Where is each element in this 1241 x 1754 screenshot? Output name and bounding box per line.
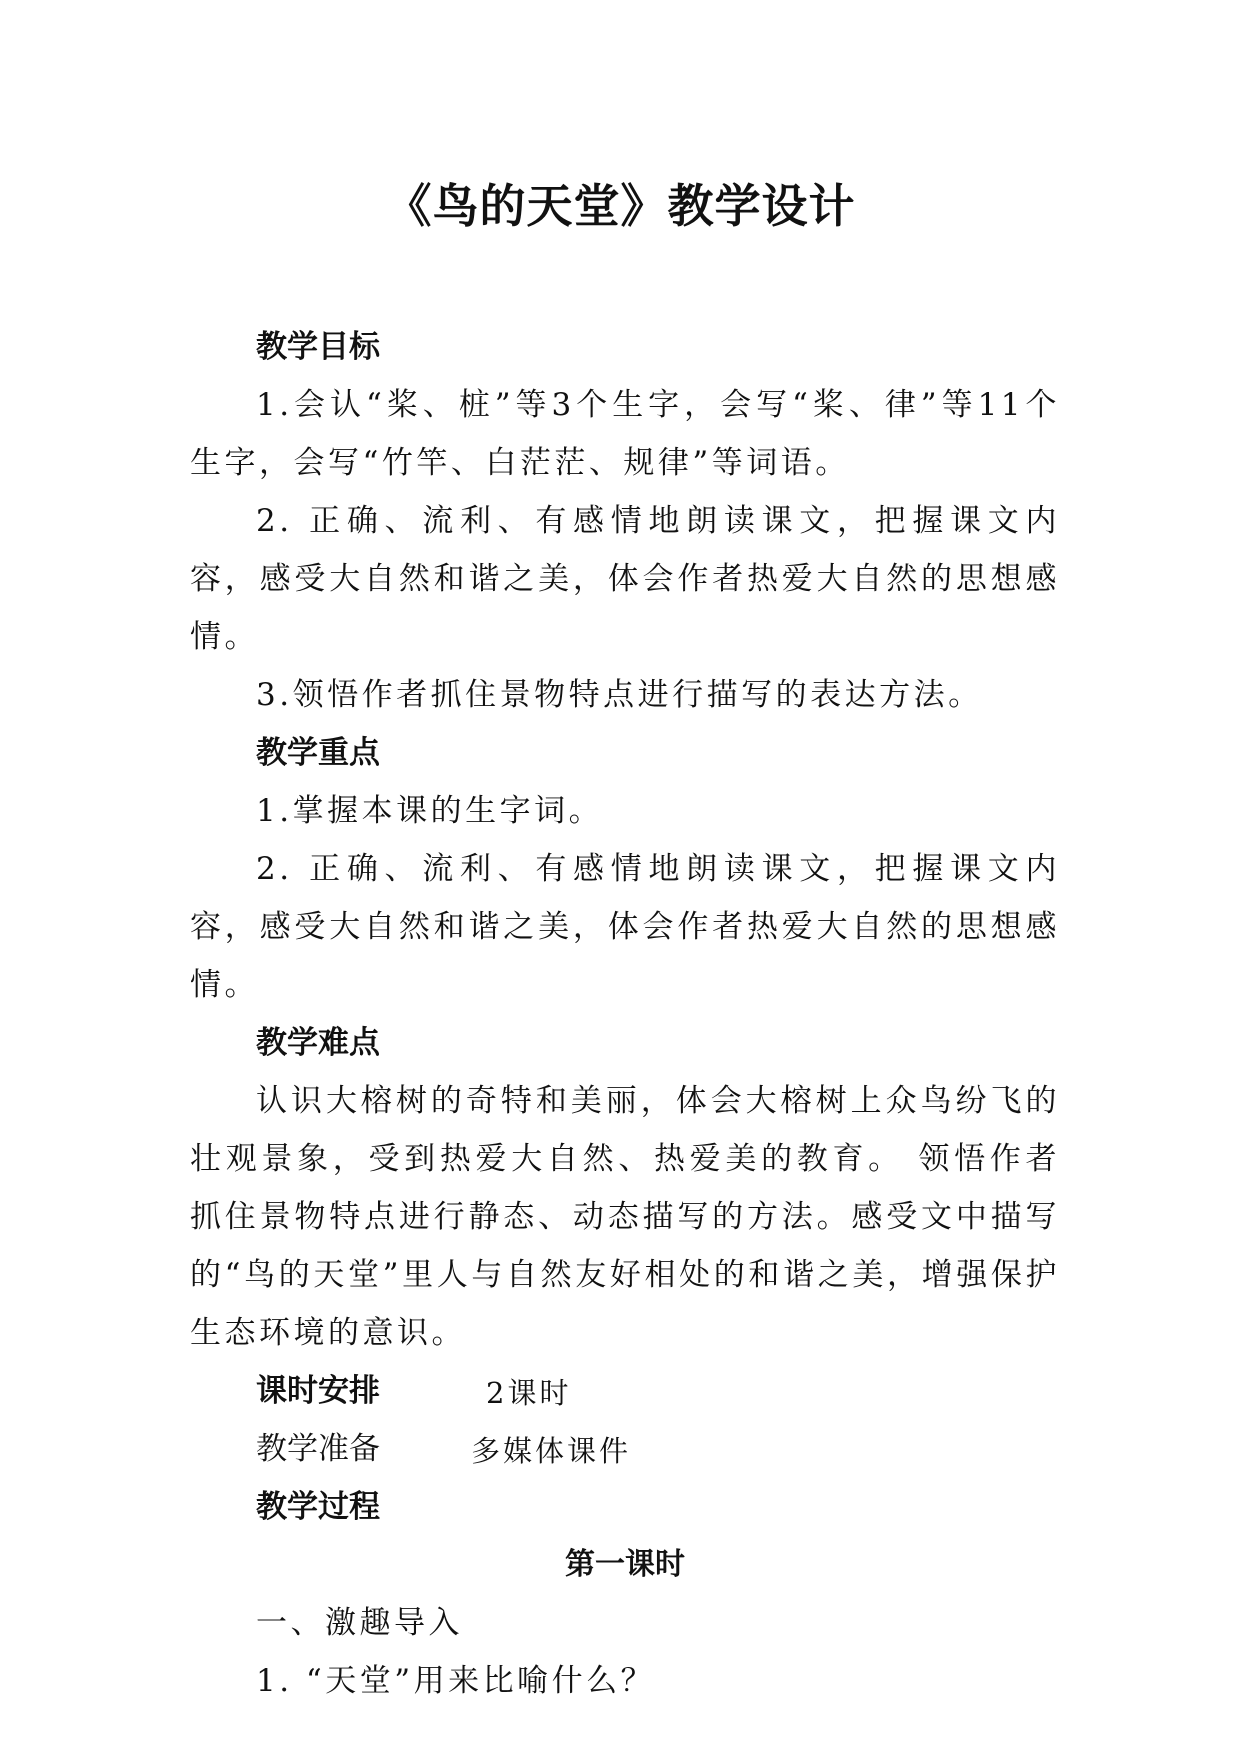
process-heading: 教学过程 [256, 1489, 380, 1525]
objectives-heading: 教学目标 [256, 329, 380, 365]
process-section: 一、激趣导入 [256, 1605, 463, 1641]
key-points-heading: 教学重点 [256, 735, 380, 771]
objective-item: 3.领悟作者抓住景物特点进行描写的表达方法。 [256, 677, 983, 713]
process-question: 1. “天堂”用来比喻什么？ [256, 1663, 656, 1699]
lesson-title: 第一课时 [565, 1547, 685, 1582]
document-title: 《鸟的天堂》教学设计 [385, 179, 856, 233]
preparation-row [190, 1420, 1060, 1478]
schedule-value: 2课时 [486, 1375, 572, 1410]
objective-item: 1.会认“桨、桩”等3个生字，会写“桨、律”等11个生字，会写“竹竿、白茫茫、规律”等词语。 [190, 387, 1060, 481]
difficulties-text: 认识大榕树的奇特和美丽，体会大榕树上众鸟纷飞的壮观景象，受到热爱大自然、热爱美的教育。 领悟作者抓住景物特点进行静态、动态描写的方法。感受文中描写的“鸟的天堂”里人与自然友好相处的和谐之美，增强保护生态环境的意识。 [190, 1083, 1060, 1351]
key-point-item: 2. 正确、流利、有感情地朗读课文，把握课文内容，感受大自然和谐之美，体会作者热爱大自然的思想感情。 [190, 851, 1060, 1003]
difficulties-heading: 教学难点 [256, 1025, 380, 1061]
document-body [190, 318, 1060, 1710]
schedule-row [190, 1362, 1060, 1420]
key-point-item: 1.掌握本课的生字词。 [256, 793, 604, 829]
preparation-value: 多媒体课件 [471, 1433, 632, 1468]
schedule-label: 课时安排 [256, 1373, 380, 1409]
objective-item: 2. 正确、流利、有感情地朗读课文，把握课文内容，感受大自然和谐之美，体会作者热爱大自然的思想感情。 [190, 503, 1060, 655]
preparation-label: 教学准备 [256, 1431, 380, 1467]
